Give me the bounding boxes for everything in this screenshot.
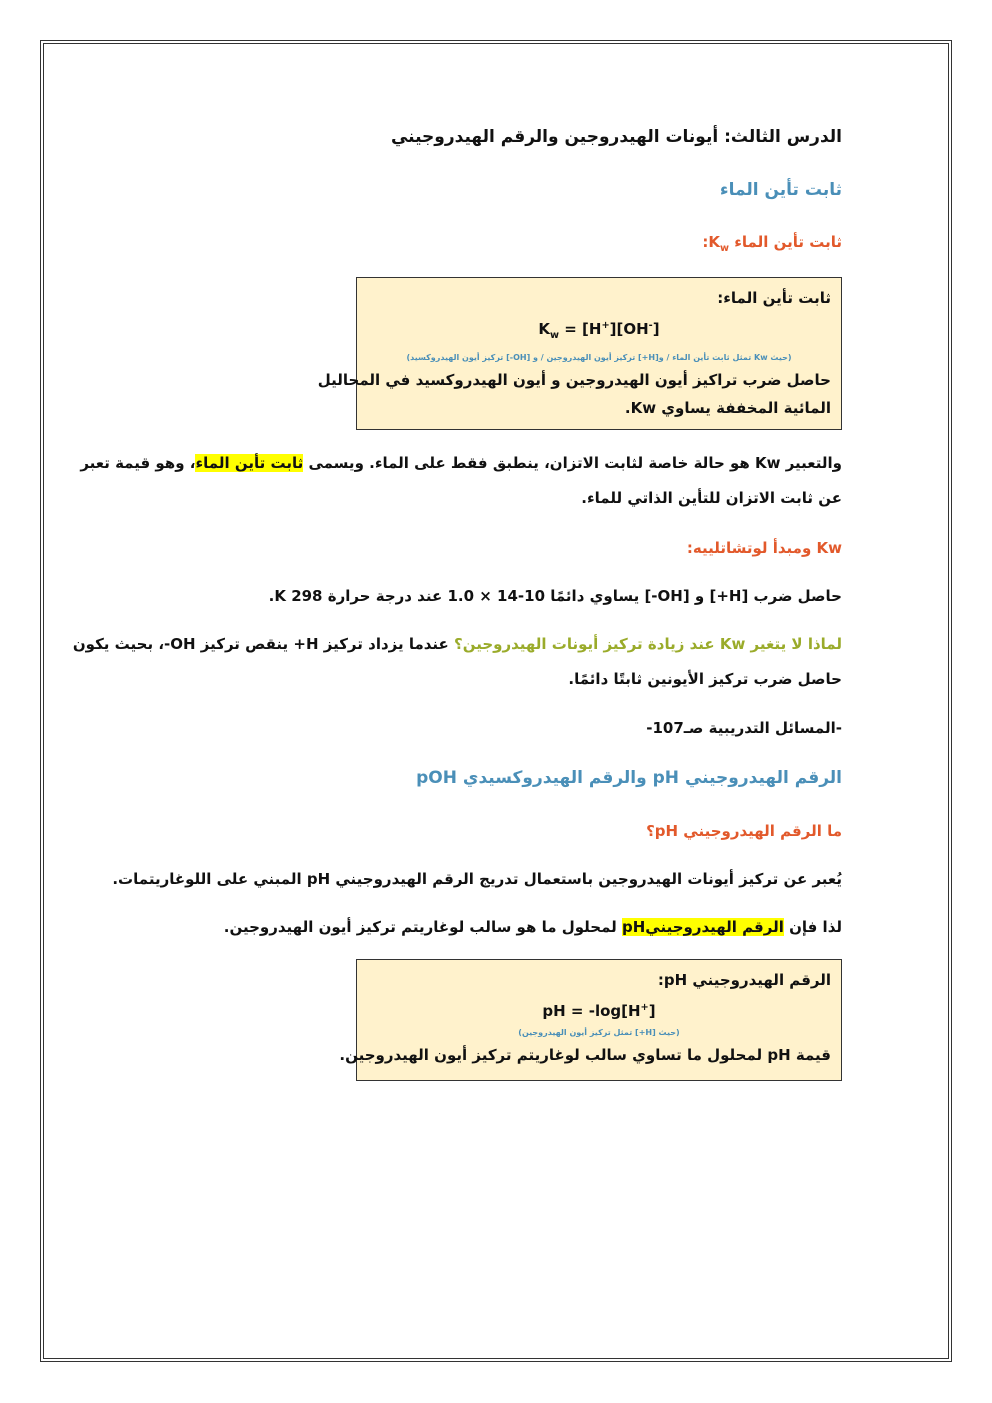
answer-text: عندما يزداد تركيز H+ ينقص تركيز OH-، بحيث يكون <box>72 635 455 653</box>
exercises-reference: -المسائل التدريبية صـ107- <box>646 719 842 737</box>
subheading-kw: ثابت تأين الماء $K_w$: <box>702 233 842 254</box>
ph-definition-box <box>339 959 842 1081</box>
section-heading-ph-poh: الرقم الهيدروجيني pH والرقم الهيدروكسيدي pOH <box>416 768 842 788</box>
ph-box-line1: قيمة pH لمحلول ما تساوي سالب لوغاريتم تركيز أيون الهيدروجين. <box>339 1046 831 1064</box>
section-heading-water-ionization: ثابت تأين الماء <box>719 180 842 200</box>
ph-paragraph1: يُعبر عن تركيز أيونات الهيدروجين باستعمال تدريج الرقم الهيدروجيني pH المبني على اللوغاريتمات. <box>112 870 842 888</box>
question-text: لماذا لا يتغير Kw عند زيادة تركيز أيونات الهيدروجين؟ <box>454 635 842 653</box>
highlight-water-ionization-constant: ثابت تأين الماء <box>195 454 304 472</box>
kw-note: (حيث Kw تمثل ثابت تأين الماء / و[H+] تركيز أيون الهيدروجين / و [OH-] تركيز أيون الهيدروكسيد) <box>406 353 792 362</box>
ph-equation: pH = -log[H+] <box>542 1002 656 1020</box>
kw-definition-box <box>317 277 842 430</box>
ph-paragraph2: لذا فإن الرقم الهيدروجينيpH لمحلول ما هو سالب لوغاريتم تركيز أيون الهيدروجين. <box>223 918 842 936</box>
le-chatelier-text: حاصل ضرب [H+] و [OH-] يساوي دائمًا 10-14 × 1.0 عند درجة حرارة 298 K. <box>268 587 842 605</box>
ph-note: (حيث [H+] تمثل تركيز أيون الهيدروجين) <box>518 1028 680 1037</box>
kw-paragraph-line1: والتعبير Kw هو حالة خاصة لثابت الاتزان، ينطبق فقط على الماء. ويسمى ثابت تأين الماء، وهو قيمة تعبر <box>80 454 842 472</box>
lesson-title: الدرس الثالث: أيونات الهيدروجين والرقم الهيدروجيني <box>390 127 842 147</box>
kw-box-title: ثابت تأين الماء: <box>717 289 831 307</box>
highlight-ph-term: الرقم الهيدروجينيpH <box>621 918 784 936</box>
kw-box-line2: المائية المخففة يساوي Kw. <box>624 399 831 417</box>
kw-paragraph-line2: عن ثابت الاتزان للتأين الذاتي للماء. <box>581 489 842 507</box>
subheading-kw-symbol: $K_w$ <box>708 233 730 254</box>
kw-equation: $K_w = [H^+][OH^-]$ <box>538 320 660 341</box>
subheading-what-is-ph: ما الرقم الهيدروجيني pH؟ <box>646 822 842 840</box>
subheading-kw-text: ثابت تأين الماء <box>729 233 842 251</box>
question-line1 <box>73 634 842 654</box>
kw-box-line1: حاصل ضرب تراكيز أيون الهيدروجين و أيون الهيدروكسيد في المحاليل <box>317 371 831 389</box>
answer-line2: حاصل ضرب تركيز الأيونين ثابتًا دائمًا. <box>568 670 842 688</box>
ph-box-title: الرقم الهيدروجيني pH: <box>657 971 831 989</box>
subheading-le-chatelier: Kw ومبدأ لوتشاتلييه: <box>686 539 842 557</box>
